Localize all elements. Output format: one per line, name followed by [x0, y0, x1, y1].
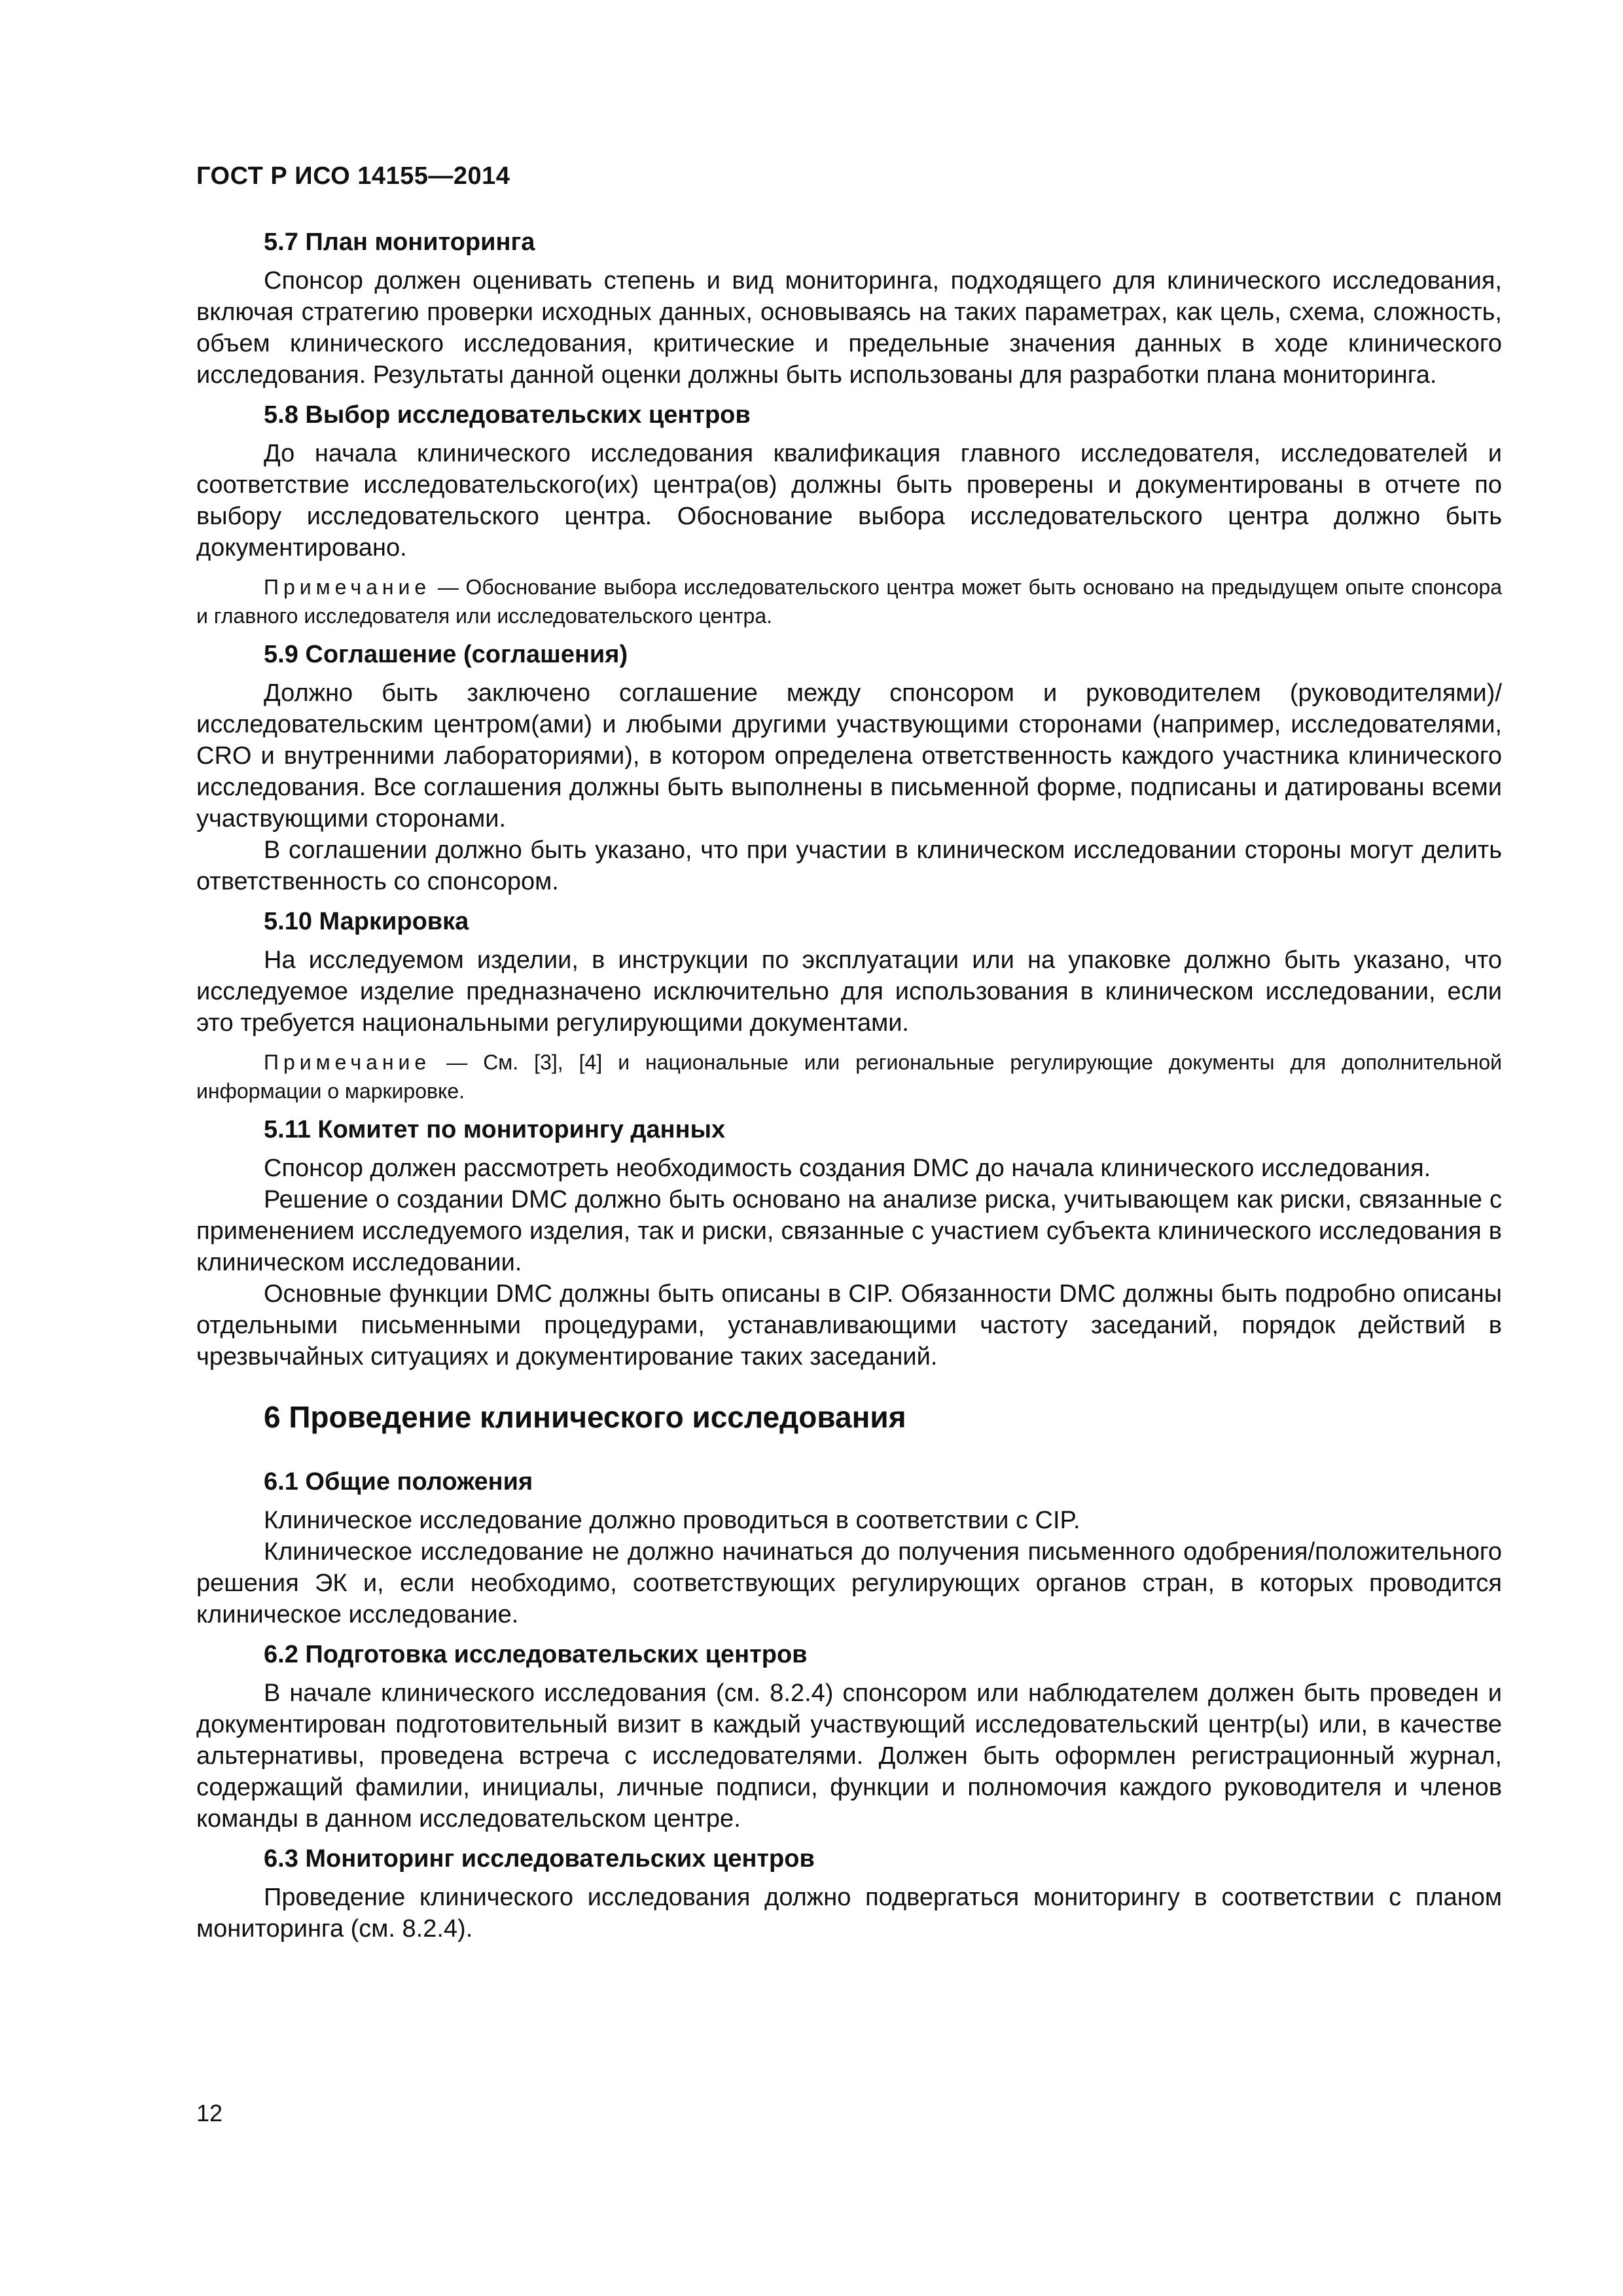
section-6-1	[196, 1465, 1502, 1630]
note-text: — Обоснование выбора исследовательского центра может быть основано на предыдущем опыте спонсора и главного исследователя или исследовательского центра.	[196, 575, 1502, 628]
document-header: ГОСТ Р ИСО 14155—2014	[196, 162, 510, 190]
paragraph: В соглашении должно быть указано, что при участии в клиническом исследовании стороны могут делить ответственность со спонсором.	[196, 836, 1502, 895]
paragraph: Клиническое исследование должно проводиться в соответствии с CIP.	[264, 1507, 1080, 1534]
paragraph: Проведение клинического исследования должно подвергаться мониторингу в соответствии с планом мониторинга (см. 8.2.4).	[196, 1884, 1502, 1943]
paragraph: Решение о создании DMC должно быть основано на анализе риска, учитывающем как риски, связанные с применением исследуемого изделия, так и риски, связанные с участием субъекта клинического исследования в клиническом исследовании.	[196, 1186, 1502, 1276]
paragraph: Спонсор должен рассмотреть необходимость создания DMC до начала клинического исследования.	[264, 1155, 1431, 1182]
section-title: 5.8 Выбор исследовательских центров	[264, 401, 751, 429]
section-5-11	[196, 1113, 1502, 1372]
section-6-3	[196, 1842, 1502, 1945]
section-6-2	[196, 1638, 1502, 1835]
section-5-10	[196, 905, 1502, 1105]
section-title: 6.3 Мониторинг исследовательских центров	[264, 1845, 815, 1873]
section-title: 5.11 Комитет по мониторингу данных	[264, 1116, 726, 1143]
section-title: 5.10 Маркировка	[264, 908, 469, 935]
section-5-9	[196, 638, 1502, 897]
paragraph: Клиническое исследование не должно начинаться до получения письменного одобрения/положительного решения ЭК и, если необходимо, соответствующих регулирующих органов стран, в которых проводится клиническое исследование.	[196, 1538, 1502, 1628]
section-5-7	[196, 226, 1502, 391]
note-label: Примечание	[264, 1050, 431, 1074]
paragraph: Основные функции DMC должны быть описаны в CIP. Обязанности DMC должны быть подробно описаны отдельными письменными процедурами, устанавливающими частоту заседаний, порядок действий в чрезвычайных ситуациях и документирование таких заседаний.	[196, 1280, 1502, 1371]
paragraph: Должно быть заключено соглашение между спонсором и руководителем (руководителями)/исследовательским центром(ами) и любыми другими участвующими сторонами (например, исследователями, CRO и внутренними лабораториями), в котором определена ответственность каждого участника клинического исследования. Все соглашения должны быть выполнены в письменной форме, подписаны и датированы всеми участвующими сторонами.	[196, 679, 1502, 833]
note	[196, 1048, 1502, 1105]
document-body	[196, 226, 1502, 1952]
chapter-title: 6 Проведение клинического исследования	[264, 1400, 906, 1434]
note-label: Примечание	[264, 575, 431, 599]
section-title: 5.9 Соглашение (соглашения)	[264, 641, 628, 668]
note-text: — См. [3], [4] и национальные или региональные регулирующие документы для дополнительной информации о маркировке.	[196, 1050, 1502, 1103]
paragraph: До начала клинического исследования квалификация главного исследователя, исследователей и соответствие исследовательского(их) центра(ов) должны быть проверены и документированы в отчете по выбору исследовательского центра. Обоснование выбора исследовательского центра должно быть документировано.	[196, 440, 1502, 562]
section-title: 6.1 Общие положения	[264, 1468, 533, 1496]
paragraph: В начале клинического исследования (см. 8.2.4) спонсором или наблюдателем должен быть проведен и документирован подготовительный визит в каждый участвующий исследовательский центр(ы) или, в качестве альтернативы, проведена встреча с исследователями. Должен быть оформлен регистрационный журнал, содержащий фамилии, инициалы, личные подписи, функции и полномочия каждого руководителя и членов команды в данном исследовательском центре.	[196, 1679, 1502, 1833]
paragraph: Спонсор должен оценивать степень и вид мониторинга, подходящего для клинического исследования, включая стратегию проверки исходных данных, основываясь на таких параметрах, как цель, схема, сложность, объем клинического исследования, критические и предельные значения данных в ходе клинического исследования. Результаты данной оценки должны быть использованы для разработки плана мониторинга.	[196, 267, 1502, 389]
section-5-8	[196, 399, 1502, 630]
section-title: 6.2 Подготовка исследовательских центров	[264, 1641, 808, 1668]
page-number: 12	[196, 2100, 223, 2126]
section-title: 5.7 План мониторинга	[264, 228, 535, 256]
note	[196, 573, 1502, 630]
paragraph: На исследуемом изделии, в инструкции по эксплуатации или на упаковке должно быть указано, что исследуемое изделие предназначено исключительно для использования в клиническом исследовании, если это требуется национальными регулирующими документами.	[196, 946, 1502, 1037]
